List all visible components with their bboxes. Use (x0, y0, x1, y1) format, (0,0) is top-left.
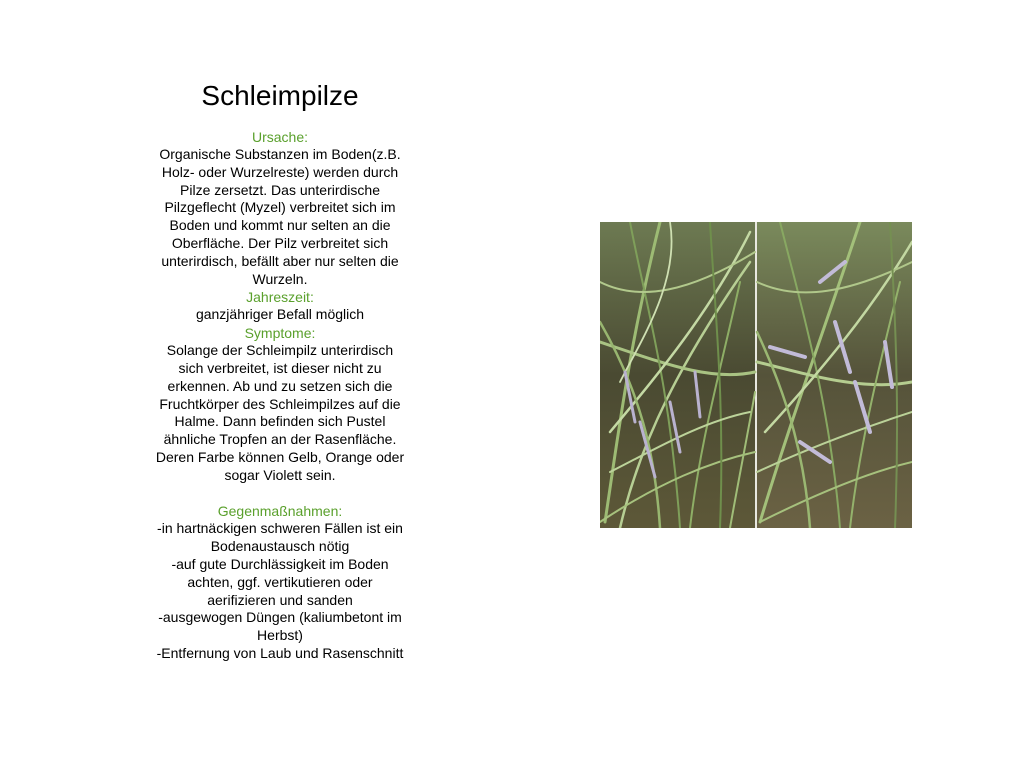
measures-line: -auf gute Durchlässigkeit im Boden (171, 555, 389, 572)
symptoms-line: sogar Violett sein. (224, 466, 336, 483)
symptoms-line: Solange der Schleimpilz unterirdisch (166, 342, 394, 359)
measures-line: achten, ggf. vertikutieren oder (187, 573, 373, 590)
symptoms-heading: Symptome: (244, 325, 316, 342)
cause-line: Wurzeln. (252, 270, 308, 287)
cause-line: Pilze zersetzt. Das unterirdische (180, 181, 380, 198)
measures-line: -in hartnäckigen schweren Fällen ist ein (157, 520, 403, 537)
symptoms-line: erkennen. Ab und zu setzen sich die (167, 377, 393, 394)
grass-photo-illustration (600, 222, 912, 528)
symptoms-line: Halme. Dann befinden sich Pustel (174, 413, 386, 430)
section-symptoms (130, 324, 430, 484)
symptoms-line: Fruchtkörper des Schleimpilzes auf die (159, 395, 401, 412)
cause-heading: Ursache: (251, 129, 309, 145)
measures-line: -Entfernung von Laub und Rasenschnitt (156, 644, 404, 661)
cause-line: Holz- oder Wurzelreste) werden durch (161, 163, 399, 180)
section-measures (130, 502, 430, 662)
measures-line: Bodenaustausch nötig (210, 538, 350, 555)
symptoms-line: ähnliche Tropfen an der Rasenfläche. (163, 431, 397, 448)
section-spacer (130, 485, 430, 503)
cause-line: Oberfläche. Der Pilz verbreitet sich (171, 234, 389, 251)
measures-line: aerifizieren und sanden (207, 591, 353, 608)
season-line: ganzjähriger Befall möglich (195, 306, 365, 323)
cause-line: Pilzgeflecht (Myzel) verbreitet sich im (164, 199, 396, 216)
text-column (130, 78, 430, 663)
cause-line: Organische Substanzen im Boden(z.B. (159, 146, 401, 162)
cause-line: unterirdisch, befällt aber nur selten die (161, 252, 399, 269)
measures-line: -ausgewogen Düngen (kaliumbetont im (158, 609, 402, 626)
measures-line: Herbst) (257, 627, 303, 644)
grass-photo (600, 222, 912, 528)
section-cause (130, 128, 430, 288)
symptoms-line: Deren Farbe können Gelb, Orange oder (155, 448, 405, 465)
page-title: Schleimpilze (201, 80, 359, 111)
section-season (130, 288, 430, 324)
symptoms-line: sich verbreitet, ist dieser nicht zu (178, 359, 382, 376)
season-heading: Jahreszeit: (246, 289, 314, 306)
measures-heading: Gegenmaßnahmen: (217, 503, 343, 520)
cause-line: Boden und kommt nur selten an die (169, 217, 391, 234)
